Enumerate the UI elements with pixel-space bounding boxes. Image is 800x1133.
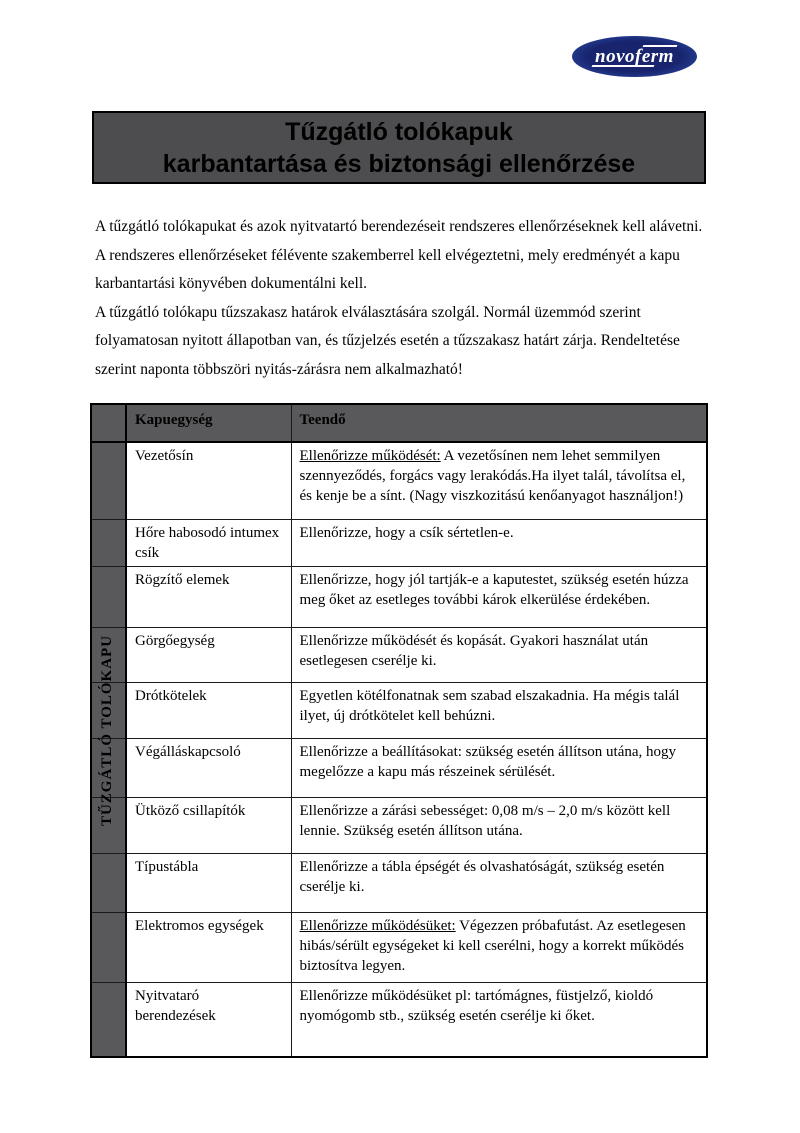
unit-cell: Görgőegység xyxy=(126,627,291,682)
table-row xyxy=(91,442,707,519)
side-strip-cell xyxy=(91,912,126,982)
unit-cell: Típustábla xyxy=(126,853,291,912)
maintenance-table-body xyxy=(91,404,707,1057)
intro-paragraph-2: A tűzgátló tolókapu tűzszakasz határok elválasztására szolgál. Normál üzemmód szerint folyamatosan nyitott állapotban van, és tűzjelzés esetén a tűzszakasz határt zárja. Rendeltetése szerint naponta többszöri nyitás-zárásra nem alkalmazható! xyxy=(95,303,680,378)
novoferm-logo xyxy=(572,36,697,77)
unit-cell: Hőre habosodó intumex csík xyxy=(126,519,291,566)
vertical-side-label: TŰZGÁTLÓ TOLÓKAPU xyxy=(99,634,116,827)
side-strip-cell xyxy=(91,738,126,797)
task-text: Ellenőrizze működését és kopását. Gyakori használat után esetlegesen cserélje ki. xyxy=(299,632,649,669)
intro-paragraph-1: A tűzgátló tolókapukat és azok nyitvatartó berendezéseit rendszeres ellenőrzéseknek kell alávetni. A rendszeres ellenőrzéseket félévente szakemberrel kell elvégeztetni, mely eredményét a kapu karbantartási könyvében dokumentálni kell. xyxy=(95,218,703,292)
task-text: Ellenőrizze a zárási sebességet: 0,08 m/s – 2,0 m/s között kell lennie. Szükség esetén állítson utána. xyxy=(299,802,671,839)
side-strip-cell xyxy=(91,519,126,566)
unit-cell: Végálláskapcsoló xyxy=(126,738,291,797)
table-row xyxy=(91,853,707,912)
task-text: Ellenőrizze, hogy a csík sértetlen-e. xyxy=(299,524,514,541)
maintenance-table xyxy=(90,403,708,1058)
side-strip-cell xyxy=(91,982,126,1057)
table-row xyxy=(91,682,707,738)
column-header-unit: Kapuegység xyxy=(126,404,291,442)
side-strip-header-cell xyxy=(91,404,126,442)
column-header-task: Teendő xyxy=(291,404,707,442)
side-strip-cell xyxy=(91,797,126,853)
table-row xyxy=(91,738,707,797)
task-cell xyxy=(291,738,707,797)
intro-text xyxy=(95,213,715,384)
unit-cell: Drótkötelek xyxy=(126,682,291,738)
side-strip-cell xyxy=(91,442,126,519)
task-cell xyxy=(291,797,707,853)
table-row xyxy=(91,797,707,853)
table-row xyxy=(91,519,707,566)
task-text-underlined: Ellenőrizze működésüket: xyxy=(299,917,456,934)
task-cell xyxy=(291,912,707,982)
maintenance-table-wrap xyxy=(90,403,706,1058)
task-cell xyxy=(291,566,707,627)
unit-cell: Nyitvataró berendezések xyxy=(126,982,291,1057)
unit-cell: Rögzítő elemek xyxy=(126,566,291,627)
task-cell xyxy=(291,627,707,682)
task-text-underlined: Ellenőrizze működését: xyxy=(299,448,441,464)
title-line-1: Tűzgátló tolókapuk xyxy=(285,117,513,146)
unit-cell: Ütköző csillapítók xyxy=(126,797,291,853)
task-text: Ellenőrizze a beállításokat: szükség esetén állítson utána, hogy megelőzze a kapu más részeinek sérülését. xyxy=(299,743,677,780)
task-text: Egyetlen kötélfonatnak sem szabad elszakadnia. Ha mégis talál ilyet, új drótkötelet kell behúzni. xyxy=(299,687,680,724)
task-text: Ellenőrizze a tábla épségét és olvashatóságát, szükség esetén cserélje ki. xyxy=(299,858,665,895)
table-row xyxy=(91,912,707,982)
table-header-row xyxy=(91,404,707,442)
table-row xyxy=(91,566,707,627)
task-cell xyxy=(291,853,707,912)
table-row xyxy=(91,627,707,682)
title-banner xyxy=(92,111,706,184)
task-text: Ellenőrizze működésüket pl: tartómágnes, füstjelző, kioldó nyomógomb stb., szükség esetén cserélje ki őket. xyxy=(299,987,654,1024)
side-strip-cell xyxy=(91,627,126,682)
title-line-2: karbantartása és biztonsági ellenőrzése xyxy=(162,149,636,178)
task-text: A vezetősínen nem lehet semmilyen szennyeződés, forgács vagy lerakódás.Ha ilyet talál, távolítsa el, és kenje be a sínt. (Nagy viszkozitású kenőanyagot használjon!) xyxy=(299,448,686,504)
task-cell xyxy=(291,682,707,738)
table-row xyxy=(91,982,707,1057)
task-text: Végezzen próbafutást. Az esetlegesen hibás/sérült egységeket ki kell cserélni, hogy a korrekt működés biztosítva legyen. xyxy=(299,917,686,974)
task-cell xyxy=(291,442,707,519)
side-strip-cell xyxy=(91,682,126,738)
novoferm-logo-text: novoferm xyxy=(595,45,674,67)
task-text: Ellenőrizze, hogy jól tartják-e a kaputestet, szükség esetén húzza meg őket az esetleges további károk elkerülése érdekében. xyxy=(299,571,689,608)
unit-cell: Elektromos egységek xyxy=(126,912,291,982)
side-strip-cell xyxy=(91,853,126,912)
task-cell xyxy=(291,519,707,566)
task-cell xyxy=(291,982,707,1057)
unit-cell: Vezetősín xyxy=(126,442,291,519)
side-strip-cell xyxy=(91,566,126,627)
